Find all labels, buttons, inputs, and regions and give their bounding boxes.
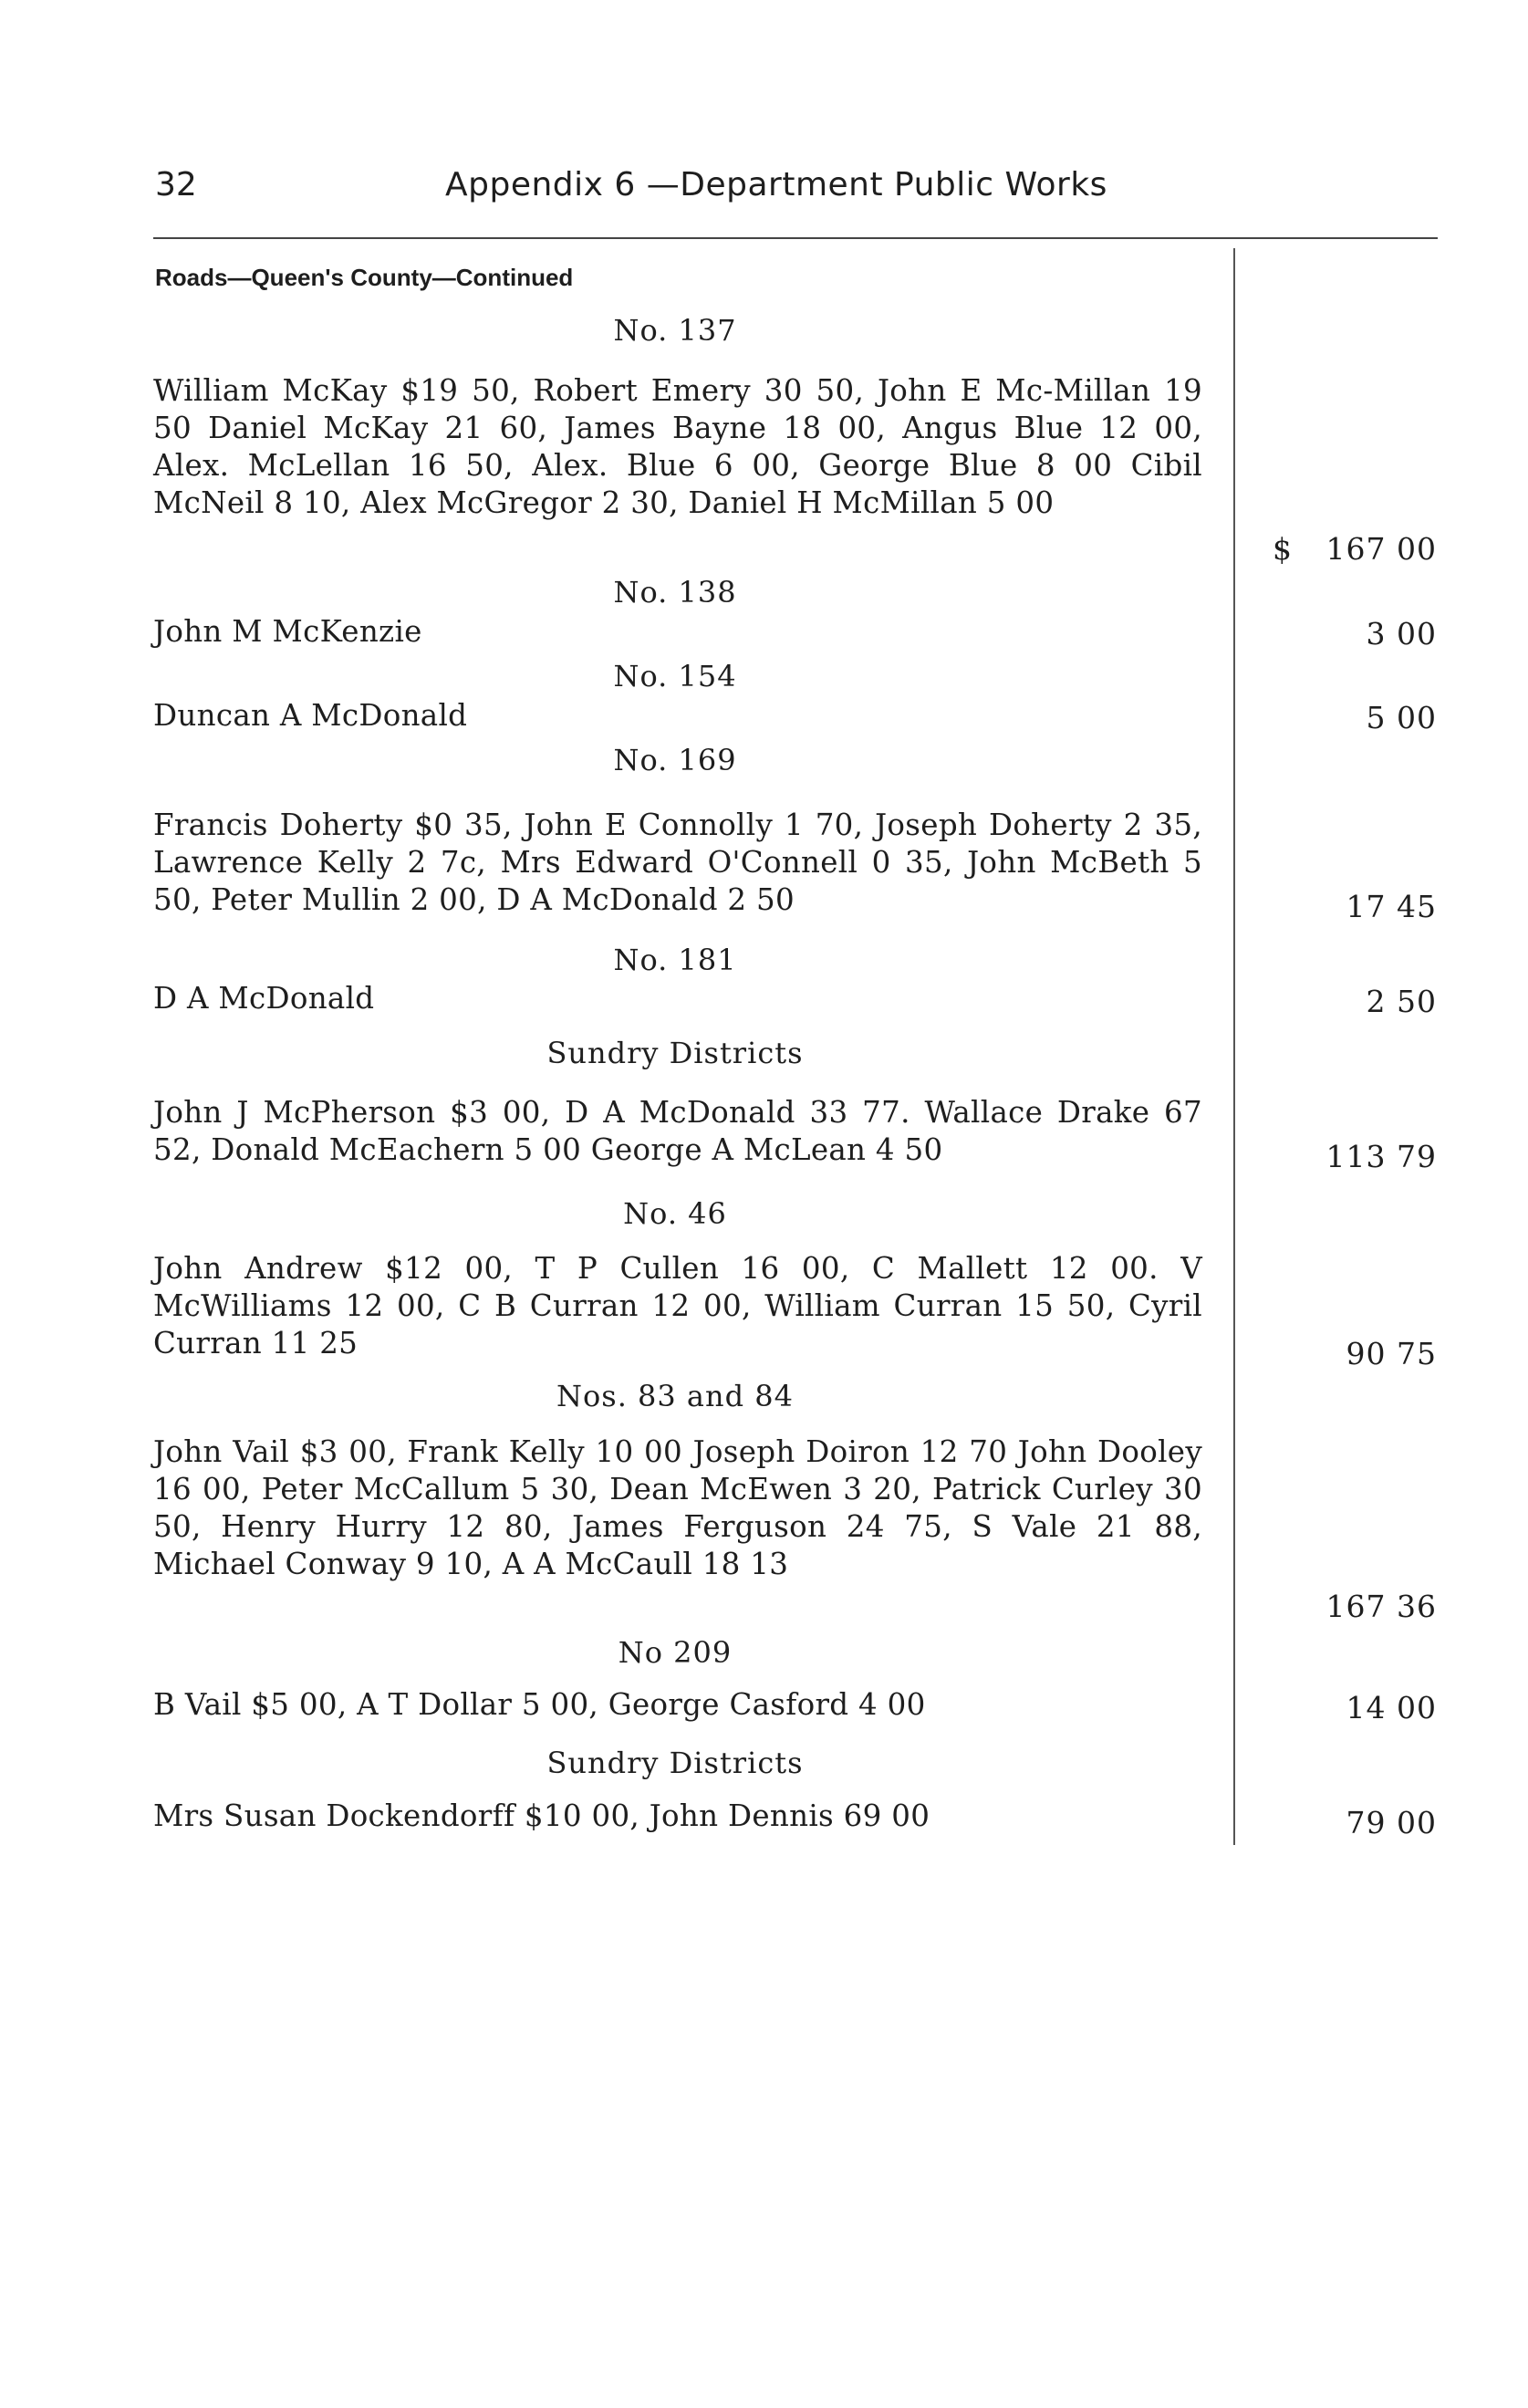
- entry-amount: 90 75: [1346, 1336, 1437, 1371]
- entry-text: Francis Doherty $0 35, John E Connolly 1 70, Joseph Doherty 2 35, Lawrence Kelly 2 7c, Mrs Edward O'Connell 0 35, John McBeth 5 50, Peter Mullin 2 00, D A McDonald 2 50: [153, 808, 1202, 917]
- district-heading: No. 169: [613, 743, 737, 777]
- entry-amount: 2 50: [1366, 984, 1437, 1019]
- page-title: Appendix 6 —Department Public Works: [445, 166, 1107, 203]
- header-rule: [153, 237, 1438, 239]
- district-heading: Nos. 83 and 84: [556, 1379, 794, 1413]
- district-heading: Sundry Districts: [546, 1746, 804, 1780]
- section-heading: Roads—Queen's County—Continued: [155, 264, 574, 291]
- entry-amount: 17 45: [1346, 889, 1437, 924]
- amount-column-rule: [1233, 248, 1235, 1845]
- entry-amount: 79 00: [1346, 1805, 1437, 1840]
- entry-text: Mrs Susan Dockendorff $10 00, John Dennis 69 00: [153, 1798, 930, 1833]
- entry-text: John J McPherson $3 00, D A McDonald 33 77. Wallace Drake 67 52, Donald McEachern 5 00 George A McLean 4 50: [153, 1095, 1202, 1167]
- entry-text: B Vail $5 00, A T Dollar 5 00, George Casford 4 00: [153, 1687, 926, 1722]
- district-heading: No. 137: [613, 313, 737, 348]
- entry-text: John M McKenzie: [153, 614, 422, 649]
- entry-amount: 167 36: [1325, 1589, 1437, 1624]
- entry-amount: 113 79: [1325, 1139, 1437, 1174]
- entry-text: John Vail $3 00, Frank Kelly 10 00 Joseph Doiron 12 70 John Dooley 16 00, Peter McCallum 5 30, Dean McEwen 3 20, Patrick Curley 30 50, Henry Hurry 12 80, James Ferguson 24 75, S Vale 21 88, Michael Conway 9 10, A A McCaull 18 13: [153, 1434, 1202, 1581]
- district-heading: No. 46: [623, 1196, 727, 1231]
- entry-text: D A McDonald: [153, 981, 375, 1016]
- entry-text: John Andrew $12 00, T P Cullen 16 00, C Mallett 12 00. V McWilliams 12 00, C B Curran 12 00, William Curran 15 50, Cyril Curran 11 25: [153, 1251, 1202, 1360]
- district-heading: No. 181: [613, 943, 737, 977]
- district-heading: Sundry Districts: [546, 1036, 804, 1070]
- currency-symbol: $: [1273, 531, 1292, 567]
- entry-amount: 167 00: [1325, 531, 1437, 567]
- entry-text: William McKay $19 50, Robert Emery 30 50, John E Mc-Millan 19 50 Daniel McKay 21 60, James Bayne 18 00, Angus Blue 12 00, Alex. McLellan 16 50, Alex. Blue 6 00, George Blue 8 00 Cibil McNeil 8 10, Alex McGregor 2 30, Daniel H McMillan 5 00: [153, 373, 1202, 520]
- entry-amount: 5 00: [1366, 700, 1437, 735]
- entry-amount: 14 00: [1346, 1690, 1437, 1725]
- district-heading: No. 154: [613, 659, 737, 693]
- district-heading: No. 138: [613, 575, 737, 610]
- page-number: 32: [155, 166, 197, 203]
- entry-text: Duncan A McDonald: [153, 698, 468, 733]
- district-heading: No 209: [618, 1635, 733, 1670]
- entry-amount: 3 00: [1366, 616, 1437, 652]
